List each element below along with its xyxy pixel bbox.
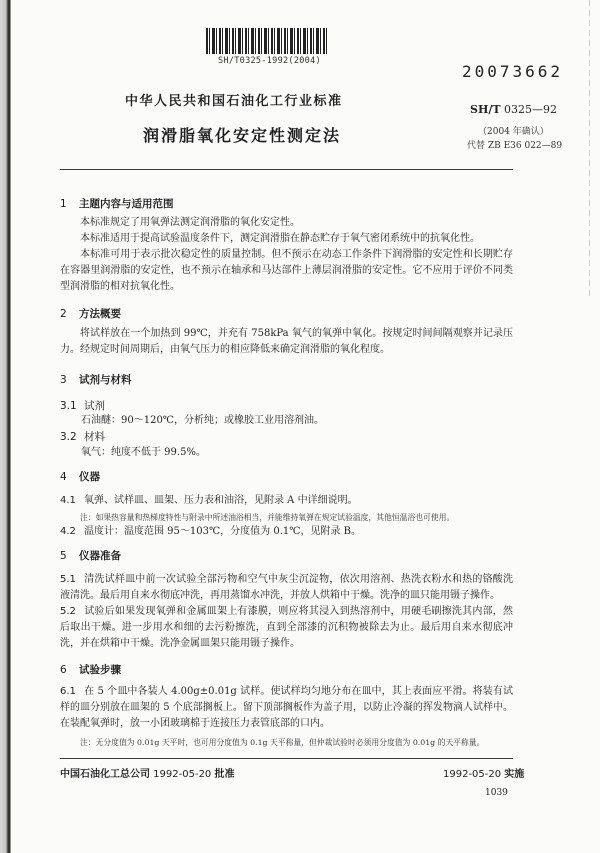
section-4-1: 4.1 氧弹、试样皿、皿架、压力表和油浴，见附录 A 中详细说明。 (60, 495, 358, 506)
replaces-note: 代替 ZB E36 022—89 (467, 141, 563, 151)
section-4-2: 4.2 温度计：温度范围 95～103℃，分度值为 0.1℃，见附录 B。 (60, 526, 361, 537)
footer-divider (60, 758, 513, 759)
section-3-2-heading: 3.2 材料 (60, 431, 105, 443)
section-5-2: 5.2 试验后如果发现氧弹和金属皿架上有漆膜，则应将其浸入到热溶剂中，用硬毛刷擦洗其内部，然后取出干燥。进一步用水和细的去污粉擦洗，直到全部漆的沉积物被除去为止。最后用自来水彻底冲洗，并在烘箱中干燥。洗净金属皿架只能用镊子操作。 (60, 606, 513, 649)
section-4-1-text: 氧弹、试样皿、皿架、压力表和油浴，见附录 A 中详细说明。 (84, 495, 358, 506)
section-1-title: 主题内容与适用范围 (79, 198, 174, 210)
page-number: 1039 (485, 788, 508, 798)
document-number: 20073662 (462, 62, 564, 81)
section-3-title: 试剂与材料 (79, 374, 132, 386)
standard-code (470, 103, 557, 116)
barcode (206, 28, 328, 54)
section-5-2-text: 试验后如果发现氧弹和金属皿架上有漆膜，则应将其浸入到热溶剂中，用硬毛刷擦洗其内部，然后取出干燥。进一步用水和细的去污粉擦洗，直到全部漆的沉积物被除去为止。最后用自来水彻底冲洗，并在烘箱中干燥。洗净金属皿架只能用镊子操作。 (60, 606, 513, 649)
effective-label: 实施 (504, 769, 525, 780)
section-1-para-1: 本标准规定了用氧弹法测定润滑脂的氧化安定性。 (80, 217, 300, 228)
section-1-para-3: 本标准可用于表示批次稳定性的质量控制。但不预示在动态工作条件下润滑脂的安定性和长期贮存在容器里润滑脂的安定性，也不预示在轴承和马达部件上薄层润滑脂的安定性。它不应用于评价不同类型润滑脂的相对抗氧化性。 (60, 249, 513, 292)
section-6-title: 试验步骤 (79, 664, 121, 676)
section-4-2-text: 温度计：温度范围 95～103℃，分度值为 0.1℃，见附录 B。 (84, 526, 361, 537)
effective-date: 1992-05-20 (443, 769, 505, 780)
section-2-para-1: 将试样放在一个加热到 99℃，并充有 758kPa 氧气的氧弹中氧化。按规定时间间隔观察并记录压力。经规定时间周期后，由氧气压力的相应降低来确定润滑脂的氧化程度。 (60, 328, 513, 355)
section-2-heading: 2 方法概要 (60, 308, 121, 320)
section-5-1-text: 清洗试样皿中前一次试验全部污物和空气中灰尘沉淀物，依次用溶剂、热洗衣粉水和热的铬酸洗液清洗。最后用自来水彻底冲洗，再用蒸馏水冲洗，并放人烘箱中干燥。洗净的皿只能用镊子操作。 (60, 574, 513, 601)
approved-date: 1992-05-20 (150, 769, 215, 780)
issuer: 中国石油化工总公司 (60, 769, 150, 780)
section-5-heading: 5 仪器准备 (60, 550, 121, 562)
section-6-1: 6.1 在 5 个皿中各装人 4.00g±0.01g 试样。使试样均匀地分布在皿中，其上表面应平滑。将装有试样的皿分别放在皿架的 5 个底部搁板上。留下顶部搁板作为盖子用，以防止冷凝的挥发物滴人试样中。在装配氧弹时，放一小团玻璃棉于连接压力表管底部的口内。 (60, 686, 513, 729)
footer-effective (443, 765, 524, 780)
section-3-1-heading: 3.1 试剂 (60, 400, 105, 412)
section-5-1: 5.1 清洗试样皿中前一次试验全部污物和空气中灰尘沉淀物，依次用溶剂、热洗衣粉水和热的铬酸洗液清洗。最后用自来水彻底冲洗，再用蒸馏水冲洗，并放人烘箱中干燥。洗净的皿只能用镊子操作。 (60, 574, 513, 601)
section-4-heading: 4 仪器 (60, 471, 100, 483)
standard-code-prefix: SH/T (470, 103, 501, 116)
section-3-1-text: 石油醚：90～120℃，分析纯；或橡胶工业用溶剂油。 (81, 415, 324, 426)
section-6-1-note: 注：无分度值为 0.01g 天平时，也可用分度值为 0.1g 天平称量，但仲裁试验时必须用分度值为 0.01g 的天平称量。 (80, 738, 485, 747)
section-4-title: 仪器 (79, 471, 100, 483)
scan-edge-right (589, 0, 590, 300)
confirmation-note: （2004 年确认） (478, 127, 549, 137)
footer-approval (60, 765, 234, 780)
scan-edge-left (0, 0, 11, 853)
section-1-para-2: 本标准适用于提高试验温度条件下，测定润滑脂在静态贮存于氧气密闭系统中的抗氧化性。 (80, 233, 480, 244)
section-6-heading: 6 试验步骤 (60, 664, 121, 676)
barcode-text: SH/T0325-1992(2004) (218, 56, 321, 66)
section-3-1-title: 试剂 (84, 400, 105, 412)
header-divider (60, 169, 513, 170)
standard-code-number: 0325—92 (500, 103, 558, 116)
section-3-2-title: 材料 (84, 431, 105, 443)
section-5-title: 仪器准备 (79, 550, 121, 562)
document-title: 润滑脂氧化安定性测定法 (143, 126, 342, 145)
section-3-2-text: 氧气：纯度不低于 99.5%。 (81, 447, 206, 458)
section-6-1-text: 在 5 个皿中各装人 4.00g±0.01g 试样。使试样均匀地分布在皿中，其上表面应平滑。将装有试样的皿分别放在皿架的 5 个底部搁板上。留下顶部搁板作为盖子用，以防止冷凝的挥发物滴人试样中。在装配氧弹时，放一小团玻璃棉于连接压力表管底部的口内。 (60, 686, 513, 729)
section-3-heading: 3 试剂与材料 (60, 374, 132, 386)
section-4-1-note: 注：如果热容量和热梯度特性与附录中所述油浴相当，并能维持氧弹在规定试验温度，其他恒温浴也可使用。 (80, 513, 455, 522)
section-1-heading: 1 主题内容与适用范围 (60, 198, 174, 210)
approved-label: 批准 (214, 769, 235, 780)
industry-standard-title: 中华人民共和国石油化工行业标准 (125, 94, 343, 109)
section-2-title: 方法概要 (79, 308, 121, 320)
